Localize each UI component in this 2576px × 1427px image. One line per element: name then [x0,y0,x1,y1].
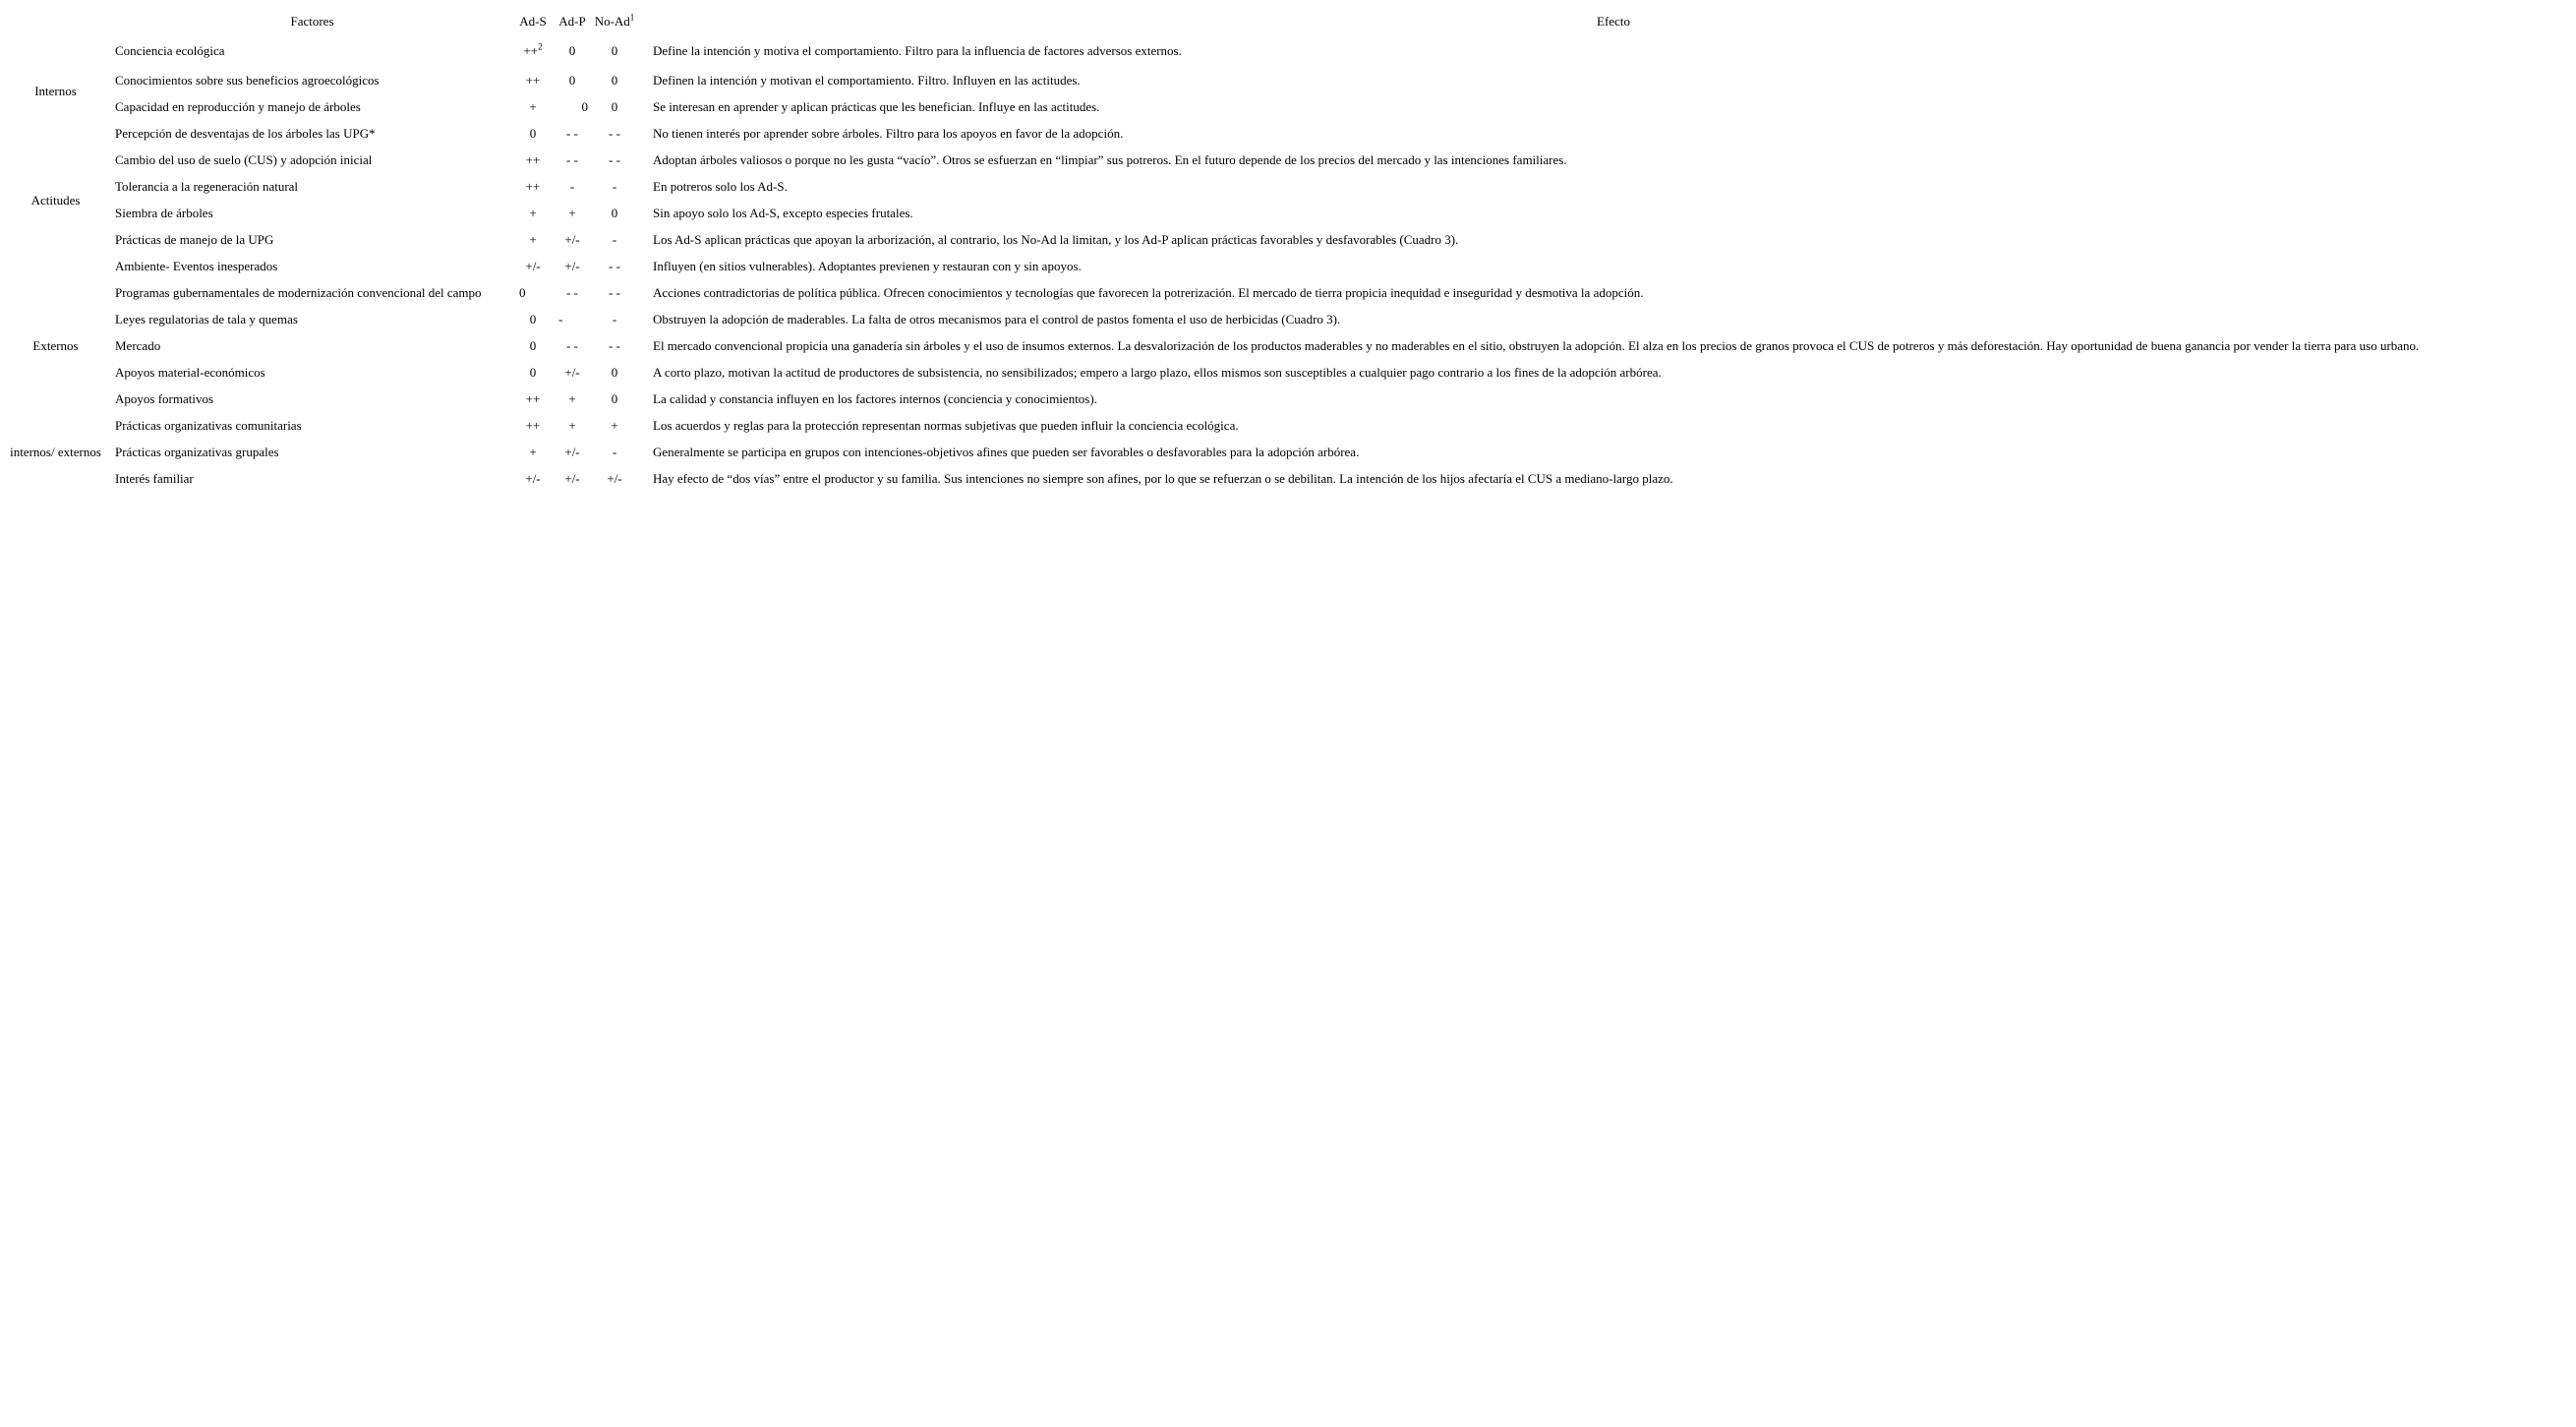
efecto-cell: Hay efecto de “dos vías” entre el productor y su familia. Sus intenciones no siempre son afines, por lo que se refuerzan o se debilitan. La intención de los hijos afectaría el CUS a mediano-largo plazo. [653,471,1673,486]
header-efecto: Efecto [1597,14,1630,29]
ads-cell: ++ [525,391,541,406]
table-row [0,34,2576,67]
adp-cell: - - [566,126,578,141]
adp-cell: - - [566,152,578,167]
factor-cell: Conciencia ecológica [115,43,225,58]
group-internos-externos: internos/ externos [10,445,101,459]
efecto-cell: El mercado convencional propicia una ganadería sin árboles y el uso de insumos externos. La desvalorización de los productos maderables y no maderables en el sitio, obstruyen la adopción. El alza en los precios de granos provoca el CUS de potreros y más deforestación. Hay oportunidad de buena ganancia por vender la tierra para uso urbano. [653,338,2420,353]
ads-cell: + [529,232,537,247]
ads-cell: + [529,445,537,459]
factor-cell: Prácticas de manejo de la UPG [115,232,274,247]
ads-value: ++ [523,43,539,58]
adp-cell: +/- [564,445,580,459]
factors-table [0,8,2576,492]
efecto-cell: Sin apoyo solo los Ad-S, excepto especies frutales. [653,206,913,220]
table-row [0,93,2576,120]
noad-cell: 0 [611,43,618,58]
adp-cell: - [558,312,563,327]
efecto-cell: Influyen (en sitios vulnerables). Adoptantes previenen y restauran con y sin apoyos. [653,259,1082,273]
table-row [0,386,2576,412]
efecto-cell: Acciones contradictorias de política pública. Ofrecen conocimientos y tecnologías que favorecen la potrerización. El mercado de tierra propicia inequidad e inseguridad y desmotiva la adopción. [653,285,1644,300]
table-row [0,439,2576,465]
noad-cell: 0 [611,73,618,88]
noad-cell: 0 [611,206,618,220]
table-row [0,306,2576,332]
table-row [0,412,2576,439]
noad-cell: - - [609,285,620,300]
noad-cell: - - [609,126,620,141]
noad-cell: - [612,445,617,459]
efecto-cell: Los acuerdos y reglas para la protección representan normas subjetivas que pueden influir la conciencia ecológica. [653,418,1239,433]
factor-cell: Conocimientos sobre sus beneficios agroecológicos [115,73,380,88]
noad-cell: - - [609,259,620,273]
noad-cell: 0 [611,99,618,114]
efecto-cell: Adoptan árboles valiosos o porque no les gusta “vacío”. Otros se esfuerzan en “limpiar” sus potreros. En el futuro depende de los precios del mercado y las intenciones familiares. [653,152,1567,167]
adp-cell: +/- [564,471,580,486]
factor-cell: Ambiente- Eventos inesperados [115,259,278,273]
header-ads: Ad-S [519,14,547,29]
header-noad-label: No-Ad [594,14,630,29]
table-row [0,67,2576,93]
adp-cell: + [568,391,576,406]
group-actitudes: Actitudes [30,192,81,208]
adp-cell: +/- [564,259,580,273]
adp-cell: + [568,206,576,220]
factor-cell: Siembra de árboles [115,206,213,220]
efecto-cell: La calidad y constancia influyen en los factores internos (conciencia y conocimientos). [653,391,1097,406]
adp-cell: +/- [564,232,580,247]
noad-cell: +/- [607,471,622,486]
table-row [0,359,2576,386]
noad-cell: 0 [611,365,618,380]
group-empty [0,465,111,492]
factor-cell: Leyes regulatorias de tala y quemas [115,312,298,327]
adp-cell: 0 [568,43,576,58]
factor-cell: Tolerancia a la regeneración natural [115,179,299,194]
ads-footnote: 2 [538,41,543,52]
adp-cell: + [568,418,576,433]
table-row [0,173,2576,200]
noad-cell: - [612,312,617,327]
table-row [0,147,2576,173]
ads-cell: ++ [525,152,541,167]
table-row [0,253,2576,279]
factor-cell: Cambio del uso de suelo (CUS) y adopción inicial [115,152,373,167]
factor-cell: Apoyos material-económicos [115,365,265,380]
header-group [0,8,111,34]
noad-cell: + [611,418,618,433]
table-row [0,332,2576,359]
header-row [0,8,2576,34]
ads-cell: ++ [525,179,541,194]
factor-cell: Prácticas organizativas grupales [115,445,279,459]
group-internos: Internos [34,83,77,98]
factor-cell: Programas gubernamentales de modernización convencional del campo [115,285,482,300]
efecto-cell: En potreros solo los Ad-S. [653,179,788,194]
table-row [0,465,2576,492]
ads-cell: + [529,99,537,114]
ads-cell: 0 [529,126,537,141]
table-row [0,120,2576,147]
efecto-cell: No tienen interés por aprender sobre árboles. Filtro para los apoyos en favor de la adopción. [653,126,1124,141]
ads-cell: ++ [525,73,541,88]
factor-cell: Mercado [115,338,161,353]
factor-cell: Capacidad en reproducción y manejo de árboles [115,99,361,114]
adp-cell: - - [566,338,578,353]
factor-cell: Interés familiar [115,471,194,486]
ads-cell: 0 [529,312,537,327]
header-adp: Ad-P [558,14,586,29]
adp-cell: - - [566,285,578,300]
noad-cell: 0 [611,391,618,406]
efecto-cell: Define la intención y motiva el comportamiento. Filtro para la influencia de factores adversos externos. [653,43,1182,58]
header-factores: Factores [290,14,334,29]
ads-cell: +/- [525,471,541,486]
header-noad-footnote: 1 [629,12,635,23]
noad-cell: - - [609,338,620,353]
table-row [0,200,2576,226]
efecto-cell: Se interesan en aprender y aplican prácticas que les benefician. Influye en las actitudes. [653,99,1100,114]
efecto-cell: Generalmente se participa en grupos con intenciones-objetivos afines que pueden ser favorables o desfavorables para la adopción arbórea. [653,445,1360,459]
table-row [0,279,2576,306]
adp-cell: 0 [581,99,588,114]
efecto-cell: Definen la intención y motivan el comportamiento. Filtro. Influyen en las actitudes. [653,73,1081,88]
factor-cell: Prácticas organizativas comunitarias [115,418,302,433]
noad-cell: - [612,232,617,247]
ads-cell: 0 [519,285,526,300]
factor-cell: Apoyos formativos [115,391,214,406]
adp-cell: +/- [564,365,580,380]
header-noad [592,8,651,34]
ads-cell: 0 [529,338,537,353]
table-row [0,226,2576,253]
noad-cell: - [612,179,617,194]
ads-cell: + [529,206,537,220]
efecto-cell: Los Ad-S aplican prácticas que apoyan la arborización, al contrario, los No-Ad la limitan, y los Ad-P aplican prácticas favorables y desfavorables (Cuadro 3). [653,232,1459,247]
ads-cell: 0 [529,365,537,380]
noad-cell: - - [609,152,620,167]
adp-cell: - [569,179,575,194]
adp-cell: 0 [568,73,576,88]
efecto-cell: Obstruyen la adopción de maderables. La falta de otros mecanismos para el control de pastos fomenta el uso de herbicidas (Cuadro 3). [653,312,1341,327]
ads-cell [513,34,553,67]
ads-cell: +/- [525,259,541,273]
factor-cell: Percepción de desventajas de los árboles las UPG* [115,126,376,141]
efecto-cell: A corto plazo, motivan la actitud de productores de subsistencia, no sensibilizados; empero a largo plazo, ellos mismos son susceptibles a cualquier pago contrario a los fines de la adopción arbórea. [653,365,1662,380]
ads-cell: ++ [525,418,541,433]
group-externos: Externos [32,338,79,353]
